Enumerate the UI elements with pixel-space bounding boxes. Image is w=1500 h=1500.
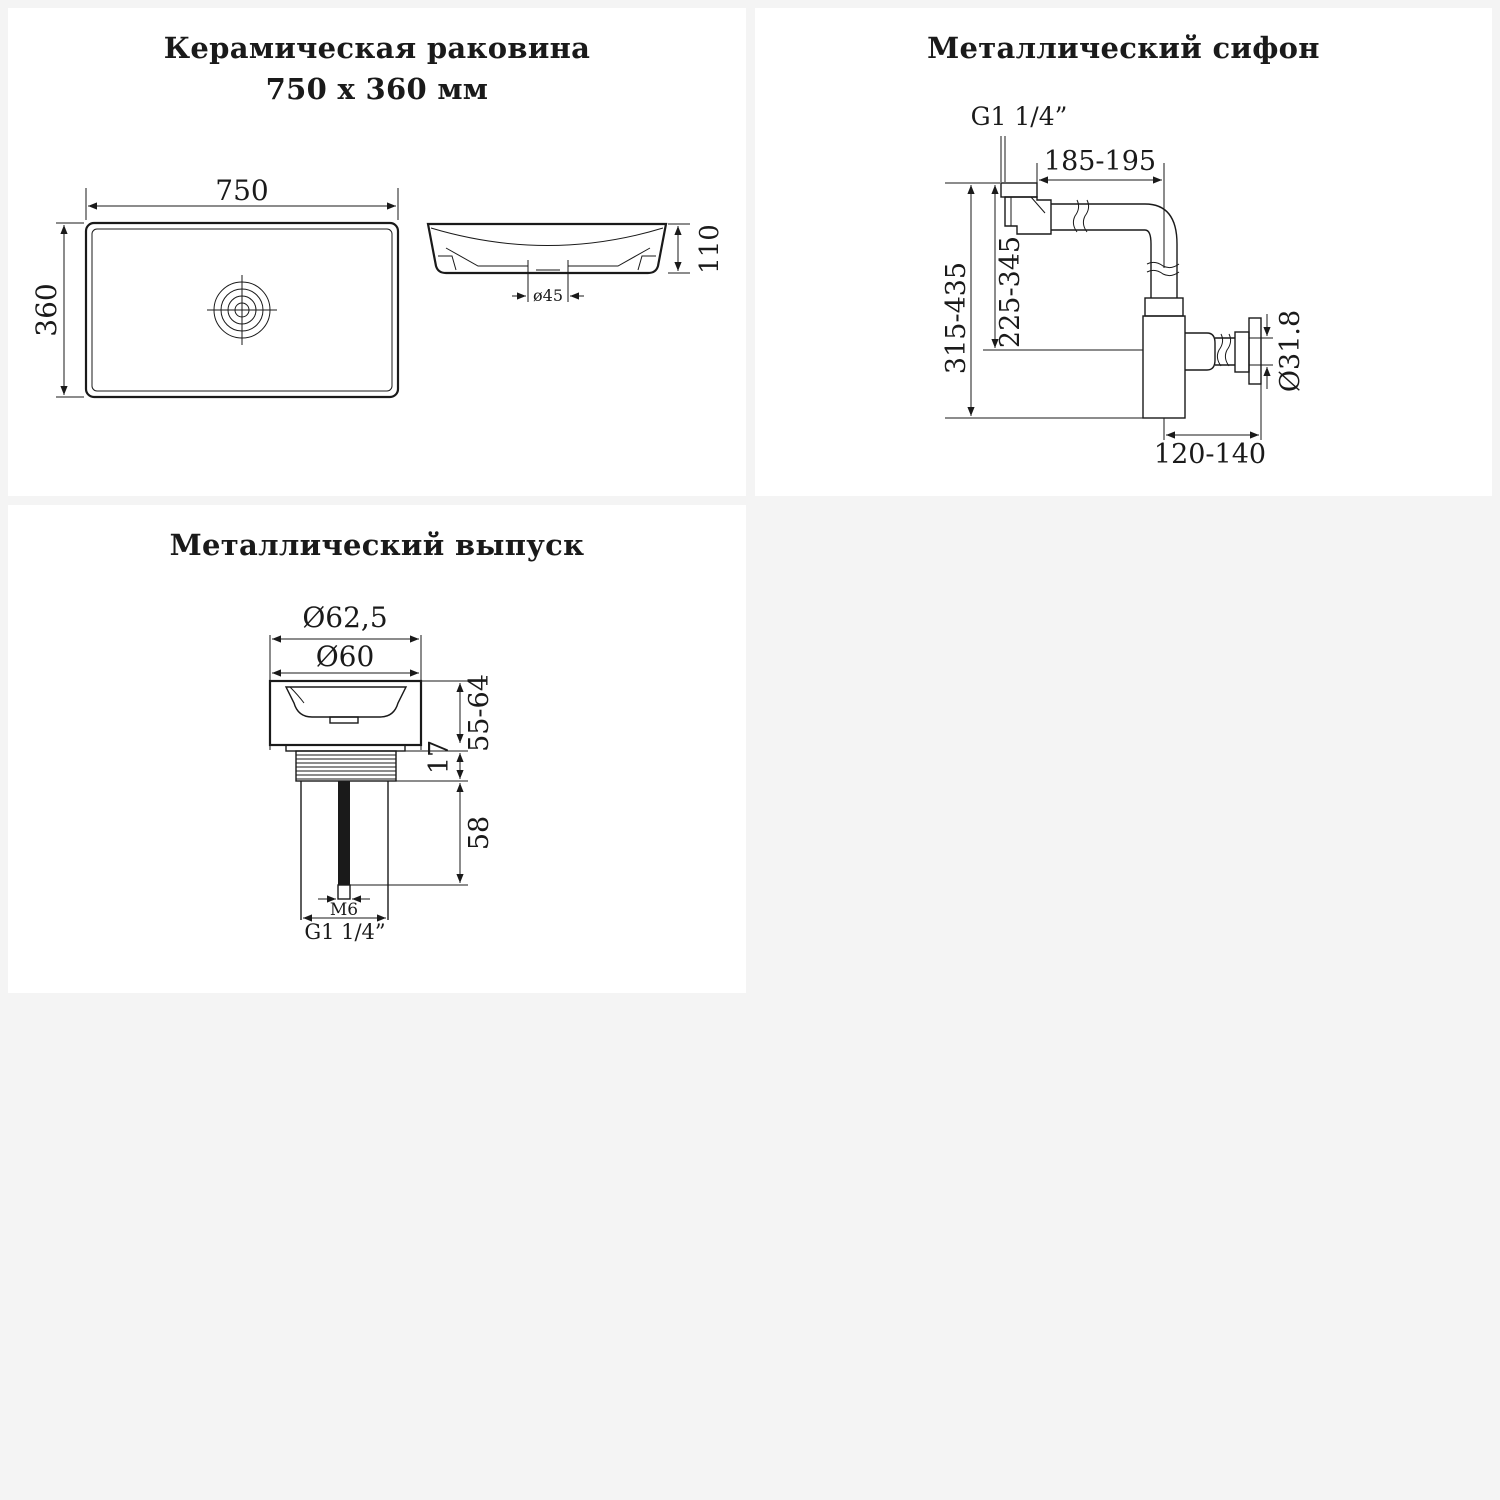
- sink-height-label: 110: [695, 224, 725, 274]
- siphon-reach-label: 185-195: [1043, 146, 1157, 177]
- siphon-outlet-reach-label: 120-140: [1153, 439, 1267, 470]
- drain-thread-dimension: [303, 918, 386, 944]
- siphon-outlet-reach-dimension: [1154, 384, 1266, 470]
- sink-top-view: [86, 223, 398, 397]
- drain-body-height-label: 58: [464, 815, 495, 851]
- drain-drawing: [8, 505, 746, 993]
- siphon-total-height-label: 315-435: [941, 261, 972, 375]
- siphon-drawing: [755, 8, 1492, 496]
- drain-inner-dimension: [272, 640, 419, 673]
- sink-depth-label: 360: [30, 283, 63, 337]
- siphon-outlet-dia-dimension: [1249, 310, 1306, 392]
- sink-drain-label: ø45: [533, 286, 563, 305]
- siphon-inner-height-dimension: [983, 185, 1143, 350]
- sink-drain-icon: [207, 275, 277, 345]
- siphon-body: [1001, 183, 1261, 418]
- drain-body-height-dimension: [350, 783, 495, 885]
- drain-title: Металлический выпуск: [169, 528, 585, 562]
- siphon-reach-dimension: [1037, 146, 1164, 268]
- sink-width-dimension: [86, 174, 398, 220]
- siphon-panel: [755, 8, 1492, 496]
- drain-bolt-label: M6: [329, 900, 359, 920]
- siphon-inner-height-label: 225-345: [995, 235, 1026, 349]
- sink-title-line1: Керамическая раковина: [163, 31, 591, 65]
- drain-bolt-dimension: [318, 899, 370, 920]
- siphon-title: Металлический сифон: [927, 31, 1320, 65]
- drain-body: [270, 681, 421, 920]
- siphon-total-height-dimension: [941, 183, 1143, 418]
- sink-title-line2: 750 х 360 мм: [265, 72, 489, 106]
- sink-height-dimension: [668, 224, 725, 274]
- sink-drawing: [8, 8, 746, 496]
- sink-panel: [8, 8, 746, 496]
- drain-outer-dimension: [270, 601, 421, 750]
- sink-depth-dimension: [30, 223, 84, 397]
- drain-thread-height-label: 17: [424, 739, 455, 775]
- drain-range-label: 55-64: [464, 674, 495, 752]
- drain-thread-label: G1 1/4”: [304, 920, 386, 944]
- siphon-outlet-dia-label: Ø31.8: [1275, 309, 1306, 393]
- sink-width-label: 750: [215, 174, 269, 207]
- sink-side-view: [428, 224, 666, 273]
- drain-thread-lines: [296, 755, 396, 779]
- drain-panel: [8, 505, 746, 993]
- drain-outer-label: Ø62,5: [302, 601, 388, 634]
- siphon-thread-label: G1 1/4”: [970, 102, 1068, 131]
- sink-drain-dimension: [512, 273, 584, 305]
- drain-inner-label: Ø60: [315, 640, 375, 673]
